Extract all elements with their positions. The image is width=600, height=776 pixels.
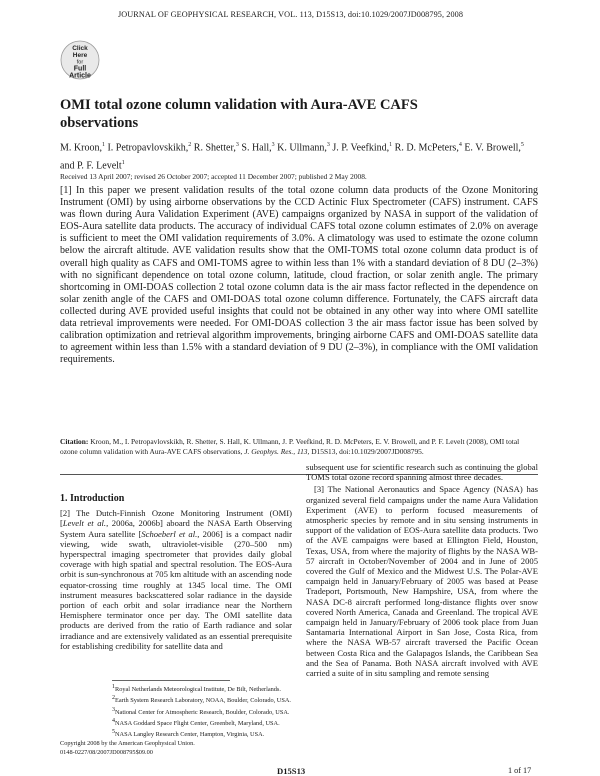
citation-text: Kroon, M., I. Petropavlovskikh, R. Shetter, S. Hall, K. Ullmann, J. P. Veefkind, R. D. McPeters, E. V. Browell, and P. F. Levelt (2008), OMI total ozone column validation with Aura-AVE CAFS observations, bbox=[60, 437, 520, 456]
abstract: [1] In this paper we present validation results of the total ozone column data products of the Ozone Monitoring Instrument (OMI) by using airborne observations by the CCD Actinic Flux Spectrometer (CAFS) instrument. CAFS was flown during Aura Validation Experiment (AVE) campaigns organized by NASA in support of the validation of EOS-Aura satellite data products. The accuracy of individual CAFS total ozone column estimates of 2.0% on average is sufficient to meet the OMI validation requirements of 3.0%. A climatology was used to estimate the ozone column below the aircraft altitude. AVE validation results show that the OMI-TOMS total ozone column data product is of overall high quality as CAFS and OMI-TOMS agree to within less than 1% with a standard deviation of 8 DU (2–3%) with no significant dependence on total ozone column, latitude, cloud fraction, or solar zenith angle. The primary shortcoming in OMI-DOAS collection 2 total ozone column data is the air mass factor reflected in the dependence on solar zenith angle of the CAFS and OMI-DOAS total ozone column difference. Fortunately, the CAFS aircraft data collected during AVE provided useful insights that could not be obtained in any other way into where OMI satellite data retrieval improvements were needed. For OMI-DOAS collection 3 the air mass factor issue has been solved by calibration optimization and retrieval algorithm improvements, bringing airborne CAFS and OMI-DOAS satellite data to agreement within less than 1.5% with a standard deviation of 9 DU (2–3%), in compliance with the OMI validation requirements. bbox=[60, 185, 538, 366]
badge-word: Full bbox=[73, 65, 87, 73]
footnote: $^5$NASA Langley Research Center, Hampton, Virginia, USA. bbox=[112, 729, 265, 739]
footnote: $^4$NASA Goddard Space Flight Center, Greenbelt, Maryland, USA. bbox=[112, 717, 280, 727]
paper-title: OMI total ozone column validation with Aura-AVE CAFS observations bbox=[60, 97, 418, 131]
citation bbox=[60, 437, 538, 457]
badge-word: for bbox=[76, 59, 84, 66]
paragraph-3: [3] The National Aeronautics and Space Agency (NASA) has organized several field campaigns under the name Aura Validation Experiment (AVE) to perform focused measurements of atmospheric species by remote and in situ sensing instruments in support of the validation of EOS-Aura satellite data products. Two of the AVE campaigns were based at Ellington Field, Houston, Texas, USA, from where the majority of flights by the NASA WB-57 aircraft in October/November of 2004 and in June of 2005 covered the Gulf of Mexico and the Midwest U.S. The Polar-AVE campaign held in January/February of 2005 was based at Pease Tradeport, Portsmouth, New Hampshire, USA, from where the NASA DC-8 aircraft performed long-distance flights over snow covered North America, Canada and Greenland. The tropical AVE campaign held in January/February of 2006 took place from Juan Santamaria International Airport in San Jose, Costa Rica, from where the NASA WB-57 aircraft traversed the Pacific Ocean between Costa Rica and the Galapagos Islands, the Caribbean Sea and the Sea of Panama. Both NASA aircraft involved with AVE carried a suite of in situ sampling and remote sensing bbox=[306, 484, 538, 679]
footer-article-id: D15S13 bbox=[277, 766, 306, 776]
right-column bbox=[306, 462, 538, 678]
section-heading: 1. Introduction bbox=[60, 493, 125, 504]
journal-header: JOURNAL OF GEOPHYSICAL RESEARCH, VOL. 113, D15S13, doi:10.1029/2007JD008795, 2008 bbox=[118, 10, 464, 19]
footer-page-number: 1 of 17 bbox=[508, 766, 532, 775]
copyright: Copyright 2008 by the American Geophysical Union. bbox=[60, 740, 195, 747]
badge-word: Click bbox=[72, 45, 88, 52]
full-article-icon bbox=[60, 40, 100, 80]
footnote: $^2$Earth System Research Laboratory, NOAA, Boulder, Colorado, USA. bbox=[112, 695, 291, 705]
full-article-badge[interactable] bbox=[60, 40, 100, 80]
badge-word: Article bbox=[69, 72, 91, 80]
author-list: M. Kroon,$^1$ I. Petropavlovskikh,$^2$ R. Shetter,$^3$ S. Hall,$^3$ K. Ullmann,$^3$ J. P. Veefkind,$^1$ R. D. McPeters,$^4$ E. V. Browell,$^5$ and P. F. Levelt$^1$ bbox=[60, 142, 524, 172]
footnote-divider bbox=[112, 680, 230, 681]
received-dates: Received 13 April 2007; revised 26 October 2007; accepted 11 December 2007; published 2 May 2008. bbox=[60, 172, 367, 181]
issn: 0148-0227/08/2007JD008795$09.00 bbox=[60, 748, 153, 756]
citation-journal: J. Geophys. Res., 113, bbox=[244, 447, 310, 456]
copyright-block bbox=[60, 740, 292, 757]
citation-label: Citation: bbox=[60, 437, 89, 446]
paragraph-2: [2] The Dutch-Finnish Ozone Monitoring Instrument (OMI) [Levelt et al., 2006a, 2006b] aboard the NASA Earth Observing System Aura satellite [Schoeberl et al., 2006] is a compact nadir viewing, wide swath, ultraviolet-visible (270–500 nm) hyperspectral imaging spectrometer that provides daily global coverage with high spatial and spectral resolution. The EOS-Aura orbit is sun-synchronous at 705 km altitude with an ascending node equator-crossing time roughly at 1345 local time. The OMI instrument measures backscattered solar radiance in the dayside portion of each orbit and solar irradiance near the Northern Hemisphere terminator once per day. The OMI satellite data products are derived from the ratio of Earth radiance and solar irradiance and are extensively validated as an essential prerequisite for establishing credibility for satellite data and bbox=[60, 508, 292, 651]
footnote: $^1$Royal Netherlands Meteorological Institute, De Bilt, Netherlands. bbox=[112, 684, 281, 694]
paragraph-continued: subsequent use for scientific research such as continuing the global TOMS total ozone record spanning almost three decades. bbox=[306, 462, 538, 483]
affiliation-footnotes bbox=[112, 683, 292, 739]
footnote: $^3$National Center for Atmospheric Research, Boulder, Colorado, USA. bbox=[112, 706, 290, 716]
badge-word: Here bbox=[72, 52, 88, 59]
left-column bbox=[60, 494, 292, 651]
citation-doi: D15S13, doi:10.1029/2007JD008795. bbox=[311, 447, 424, 456]
